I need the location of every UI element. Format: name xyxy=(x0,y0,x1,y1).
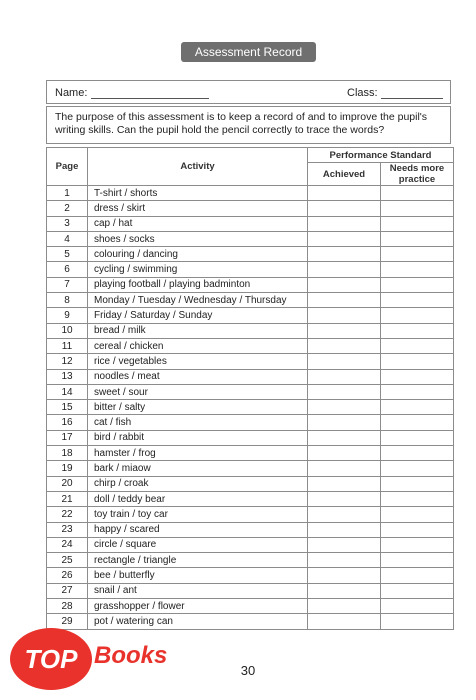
row-page-number: 6 xyxy=(47,262,88,277)
row-needs-practice-cell[interactable] xyxy=(381,476,454,491)
row-activity: sweet / sour xyxy=(88,384,308,399)
row-achieved-cell[interactable] xyxy=(308,293,381,308)
table-row xyxy=(47,247,454,262)
row-activity: cereal / chicken xyxy=(88,338,308,353)
row-activity: Monday / Tuesday / Wednesday / Thursday xyxy=(88,293,308,308)
row-needs-practice-cell[interactable] xyxy=(381,247,454,262)
class-label: Class: xyxy=(347,87,378,99)
table-row xyxy=(47,507,454,522)
row-achieved-cell[interactable] xyxy=(308,461,381,476)
row-needs-practice-cell[interactable] xyxy=(381,384,454,399)
row-needs-practice-cell[interactable] xyxy=(381,461,454,476)
name-class-box xyxy=(46,80,451,104)
row-achieved-cell[interactable] xyxy=(308,338,381,353)
row-page-number: 28 xyxy=(47,599,88,614)
row-page-number: 22 xyxy=(47,507,88,522)
row-achieved-cell[interactable] xyxy=(308,507,381,522)
table-row xyxy=(47,568,454,583)
table-row xyxy=(47,415,454,430)
page-number: 30 xyxy=(240,663,256,678)
col-header-needs-practice: Needs more practice xyxy=(381,163,454,186)
row-achieved-cell[interactable] xyxy=(308,568,381,583)
table-row xyxy=(47,354,454,369)
row-achieved-cell[interactable] xyxy=(308,262,381,277)
row-page-number: 23 xyxy=(47,522,88,537)
row-activity: circle / square xyxy=(88,537,308,552)
row-activity: hamster / frog xyxy=(88,446,308,461)
row-activity: rectangle / triangle xyxy=(88,553,308,568)
row-page-number: 11 xyxy=(47,338,88,353)
table-row xyxy=(47,537,454,552)
row-page-number: 3 xyxy=(47,216,88,231)
row-activity: bread / milk xyxy=(88,323,308,338)
row-needs-practice-cell[interactable] xyxy=(381,277,454,292)
table-row xyxy=(47,553,454,568)
row-achieved-cell[interactable] xyxy=(308,614,381,629)
row-activity: toy train / toy car xyxy=(88,507,308,522)
row-activity: bitter / salty xyxy=(88,400,308,415)
row-needs-practice-cell[interactable] xyxy=(381,201,454,216)
row-achieved-cell[interactable] xyxy=(308,415,381,430)
row-page-number: 26 xyxy=(47,568,88,583)
row-needs-practice-cell[interactable] xyxy=(381,400,454,415)
row-activity: T-shirt / shorts xyxy=(88,186,308,201)
row-needs-practice-cell[interactable] xyxy=(381,522,454,537)
row-page-number: 12 xyxy=(47,354,88,369)
row-page-number: 13 xyxy=(47,369,88,384)
table-row xyxy=(47,216,454,231)
purpose-text: The purpose of this assessment is to keep a record of and to improve the pupil's writing skills. Can the pupil hold the pencil correctly to trace the words? xyxy=(46,106,451,144)
row-needs-practice-cell[interactable] xyxy=(381,583,454,598)
row-achieved-cell[interactable] xyxy=(308,384,381,399)
row-achieved-cell[interactable] xyxy=(308,599,381,614)
topbooks-logo xyxy=(10,628,190,688)
row-needs-practice-cell[interactable] xyxy=(381,553,454,568)
row-activity: chirp / croak xyxy=(88,476,308,491)
row-needs-practice-cell[interactable] xyxy=(381,614,454,629)
row-page-number: 14 xyxy=(47,384,88,399)
table-row xyxy=(47,461,454,476)
table-row xyxy=(47,430,454,445)
row-achieved-cell[interactable] xyxy=(308,553,381,568)
row-activity: snail / ant xyxy=(88,583,308,598)
row-activity: doll / teddy bear xyxy=(88,491,308,506)
row-page-number: 20 xyxy=(47,476,88,491)
row-achieved-cell[interactable] xyxy=(308,583,381,598)
row-page-number: 7 xyxy=(47,277,88,292)
col-header-activity: Activity xyxy=(88,148,308,186)
row-page-number: 18 xyxy=(47,446,88,461)
logo-books-text: Books xyxy=(94,642,168,669)
row-needs-practice-cell[interactable] xyxy=(381,216,454,231)
row-page-number: 5 xyxy=(47,247,88,262)
table-row xyxy=(47,323,454,338)
row-activity: shoes / socks xyxy=(88,231,308,246)
table-row xyxy=(47,338,454,353)
row-page-number: 24 xyxy=(47,537,88,552)
row-needs-practice-cell[interactable] xyxy=(381,446,454,461)
row-needs-practice-cell[interactable] xyxy=(381,537,454,552)
row-achieved-cell[interactable] xyxy=(308,446,381,461)
page-title: Assessment Record xyxy=(181,42,316,62)
row-activity: bark / miaow xyxy=(88,461,308,476)
row-needs-practice-cell[interactable] xyxy=(381,568,454,583)
name-label: Name: xyxy=(55,87,88,99)
logo-top-circle: TOP xyxy=(10,628,92,690)
class-line xyxy=(381,98,443,99)
row-activity: Friday / Saturday / Sunday xyxy=(88,308,308,323)
row-achieved-cell[interactable] xyxy=(308,491,381,506)
row-needs-practice-cell[interactable] xyxy=(381,308,454,323)
table-row xyxy=(47,277,454,292)
row-activity: playing football / playing badminton xyxy=(88,277,308,292)
row-page-number: 25 xyxy=(47,553,88,568)
row-achieved-cell[interactable] xyxy=(308,247,381,262)
table-row xyxy=(47,293,454,308)
row-activity: colouring / dancing xyxy=(88,247,308,262)
row-achieved-cell[interactable] xyxy=(308,201,381,216)
row-achieved-cell[interactable] xyxy=(308,186,381,201)
table-row xyxy=(47,599,454,614)
row-page-number: 21 xyxy=(47,491,88,506)
table-row xyxy=(47,231,454,246)
row-achieved-cell[interactable] xyxy=(308,308,381,323)
row-needs-practice-cell[interactable] xyxy=(381,354,454,369)
row-page-number: 17 xyxy=(47,430,88,445)
assessment-table xyxy=(46,147,454,630)
row-activity: dress / skirt xyxy=(88,201,308,216)
name-line xyxy=(91,98,209,99)
row-page-number: 27 xyxy=(47,583,88,598)
row-needs-practice-cell[interactable] xyxy=(381,262,454,277)
row-needs-practice-cell[interactable] xyxy=(381,186,454,201)
row-needs-practice-cell[interactable] xyxy=(381,369,454,384)
table-row xyxy=(47,201,454,216)
row-activity: noodles / meat xyxy=(88,369,308,384)
row-needs-practice-cell[interactable] xyxy=(381,599,454,614)
row-achieved-cell[interactable] xyxy=(308,537,381,552)
row-activity: grasshopper / flower xyxy=(88,599,308,614)
row-needs-practice-cell[interactable] xyxy=(381,491,454,506)
row-achieved-cell[interactable] xyxy=(308,430,381,445)
table-row xyxy=(47,369,454,384)
row-activity: bee / butterfly xyxy=(88,568,308,583)
row-page-number: 15 xyxy=(47,400,88,415)
table-row xyxy=(47,491,454,506)
table-row xyxy=(47,476,454,491)
row-page-number: 4 xyxy=(47,231,88,246)
row-achieved-cell[interactable] xyxy=(308,354,381,369)
col-header-achieved: Achieved xyxy=(308,163,381,186)
row-achieved-cell[interactable] xyxy=(308,231,381,246)
row-page-number: 19 xyxy=(47,461,88,476)
row-page-number: 16 xyxy=(47,415,88,430)
row-activity: pot / watering can xyxy=(88,614,308,629)
table-row xyxy=(47,186,454,201)
row-page-number: 9 xyxy=(47,308,88,323)
row-needs-practice-cell[interactable] xyxy=(381,293,454,308)
table-row xyxy=(47,308,454,323)
row-achieved-cell[interactable] xyxy=(308,216,381,231)
table-row xyxy=(47,614,454,629)
row-achieved-cell[interactable] xyxy=(308,277,381,292)
row-activity: cat / fish xyxy=(88,415,308,430)
row-activity: cycling / swimming xyxy=(88,262,308,277)
row-page-number: 2 xyxy=(47,201,88,216)
table-row xyxy=(47,446,454,461)
row-achieved-cell[interactable] xyxy=(308,522,381,537)
row-activity: rice / vegetables xyxy=(88,354,308,369)
row-achieved-cell[interactable] xyxy=(308,476,381,491)
row-activity: bird / rabbit xyxy=(88,430,308,445)
row-activity: happy / scared xyxy=(88,522,308,537)
col-header-performance-standard: Performance Standard xyxy=(308,148,454,163)
table-row xyxy=(47,262,454,277)
row-activity: cap / hat xyxy=(88,216,308,231)
row-page-number: 10 xyxy=(47,323,88,338)
row-needs-practice-cell[interactable] xyxy=(381,415,454,430)
table-row xyxy=(47,400,454,415)
row-needs-practice-cell[interactable] xyxy=(381,338,454,353)
row-needs-practice-cell[interactable] xyxy=(381,507,454,522)
row-achieved-cell[interactable] xyxy=(308,323,381,338)
row-achieved-cell[interactable] xyxy=(308,400,381,415)
col-header-page: Page xyxy=(47,148,88,186)
row-page-number: 8 xyxy=(47,293,88,308)
row-needs-practice-cell[interactable] xyxy=(381,430,454,445)
row-achieved-cell[interactable] xyxy=(308,369,381,384)
row-needs-practice-cell[interactable] xyxy=(381,323,454,338)
table-row xyxy=(47,583,454,598)
row-needs-practice-cell[interactable] xyxy=(381,231,454,246)
table-row xyxy=(47,522,454,537)
row-page-number: 1 xyxy=(47,186,88,201)
table-row xyxy=(47,384,454,399)
row-page-number: 29 xyxy=(47,614,88,629)
